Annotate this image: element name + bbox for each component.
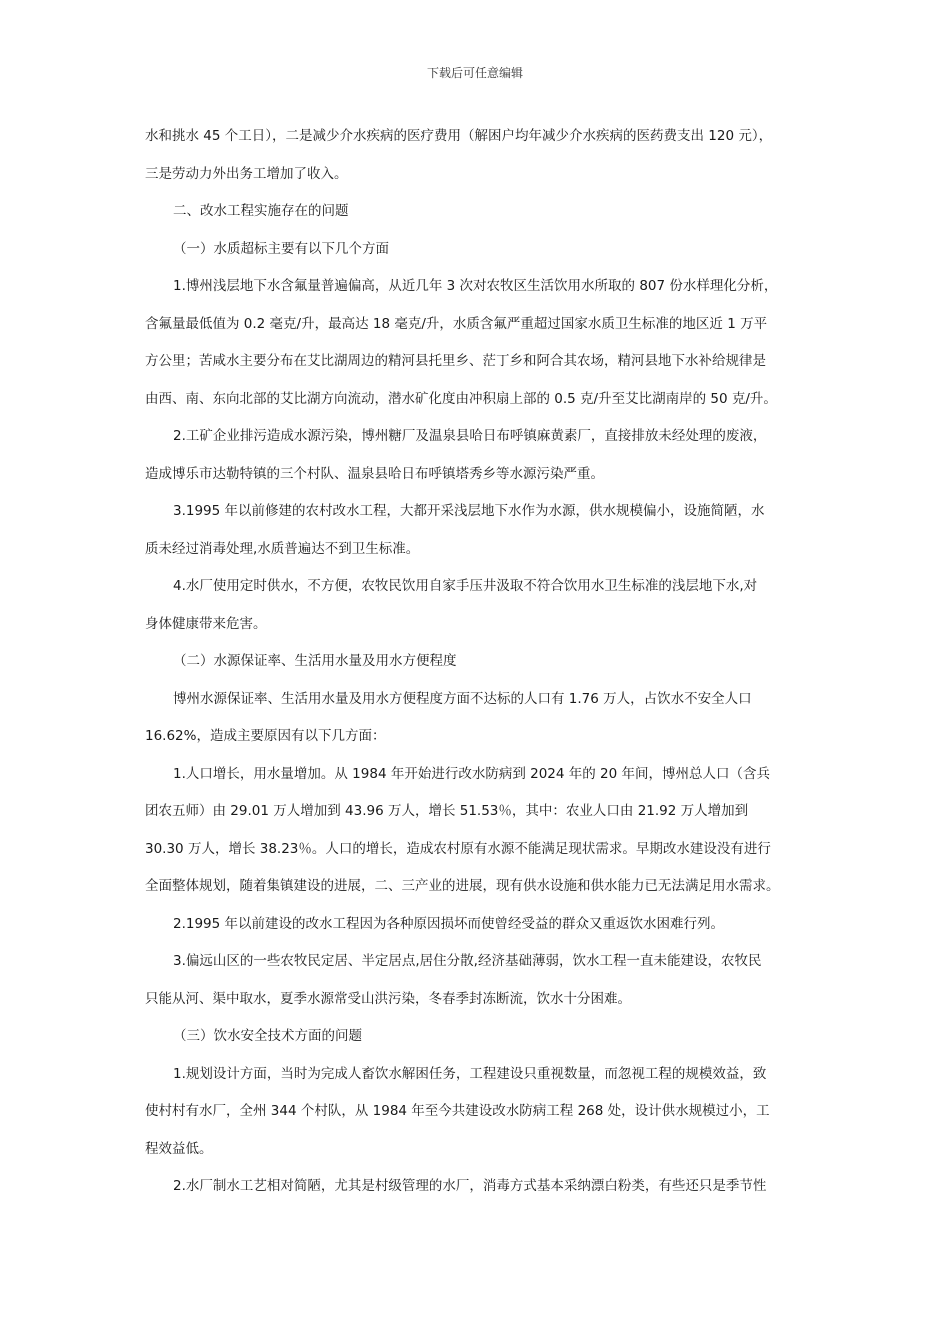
text-line: 只能从河、渠中取水，夏季水源常受山洪污染，冬春季封冻断流，饮水十分困难。 [145,990,631,1007]
text-line: 3.1995 年以前修建的农村改水工程，大都开采浅层地下水作为水源，供水规模偏小，设施简陋，水 [173,503,765,519]
text-line: （一）水质超标主要有以下几个方面 [173,240,389,257]
text-line: 二、改水工程实施存在的问题 [173,203,349,219]
text-line: 质未经过消毒处理,水质普遍达不到卫生标准。 [145,540,420,557]
text-line: 16.62%，造成主要原因有以下几方面： [145,728,386,744]
page-header: 下载后可任意编辑 [426,66,523,80]
text-line: 由西、南、东向北部的艾比湖方向流动，潜水矿化度由冲积扇上部的 0.5 克/升至艾比湖南岸的 50 克/升。 [145,390,777,407]
text-line: 程效益低。 [145,1140,213,1157]
text-line: 使村村有水厂，全州 344 个村队，从 1984 年至今共建设改水防病工程 268 处，设计供水规模过小，工 [145,1103,770,1119]
text-line: 三是劳动力外出务工增加了收入。 [145,165,348,182]
text-line: 团农五师）由 29.01 万人增加到 43.96 万人，增长 51.53％，其中：农业人口由 21.92 万人增加到 [145,803,749,819]
text-line: （二）水源保证率、生活用水量及用水方便程度 [173,653,457,669]
text-line: 全面整体规划，随着集镇建设的进展，二、三产业的进展，现有供水设施和供水能力已无法满足用水需求。 [145,878,780,894]
text-line: 身体健康带来危害。 [145,615,267,632]
document-body [145,118,813,1206]
text-line: （三）饮水安全技术方面的问题 [173,1028,362,1044]
text-line: 造成博乐市达勒特镇的三个村队、温泉县哈日布呼镇塔秀乡等水源污染严重。 [145,465,604,482]
text-line: 2.1995 年以前建设的改水工程因为各种原因损坏而使曾经受益的群众又重返饮水困难行列。 [173,915,725,932]
text-line: 4.水厂使用定时供水，不方便，农牧民饮用自家手压井汲取不符合饮用水卫生标准的浅层地下水,对 [173,578,758,594]
text-line: 1.博州浅层地下水含氟量普遍偏高，从近几年 3 次对农牧区生活饮用水所取的 807 份水样理化分析， [173,278,778,294]
text-line: 博州水源保证率、生活用水量及用水方便程度方面不达标的人口有 1.76 万人，占饮水不安全人口 [173,690,752,707]
text-line: 1.规划设计方面，当时为完成人畜饮水解困任务，工程建设只重视数量，而忽视工程的规模效益，致 [173,1065,767,1082]
text-line: 含氟量最低值为 0.2 毫克/升，最高达 18 毫克/升，水质含氟严重超过国家水质卫生标准的地区近 1 万平 [145,315,768,332]
text-line: 2.水厂制水工艺相对简陋，尤其是村级管理的水厂，消毒方式基本采纳漂白粉类，有些还只是季节性 [173,1178,767,1194]
text-line: 30.30 万人，增长 38.23％。人口的增长，造成农村原有水源不能满足现状需求。早期改水建设没有进行 [145,840,771,857]
text-line: 2.工矿企业排污造成水源污染，博州糖厂及温泉县哈日布呼镇麻黄素厂，直接排放未经处理的废液， [173,428,767,444]
text-line: 1.人口增长，用水量增加。从 1984 年开始进行改水防病到 2024 年的 20 年间，博州总人口（含兵 [173,765,771,782]
text-line: 水和挑水 45 个工日），二是减少介水疾病的医疗费用（解困户均年减少介水疾病的医药费支出 120 元）， [145,128,773,144]
text-line: 3.偏远山区的一些农牧民定居、半定居点,居住分散,经济基础薄弱，饮水工程一直未能建设，农牧民 [173,953,762,969]
text-line: 方公里；苦咸水主要分布在艾比湖周边的精河县托里乡、茫丁乡和阿合其农场，精河县地下水补给规律是 [145,353,766,369]
